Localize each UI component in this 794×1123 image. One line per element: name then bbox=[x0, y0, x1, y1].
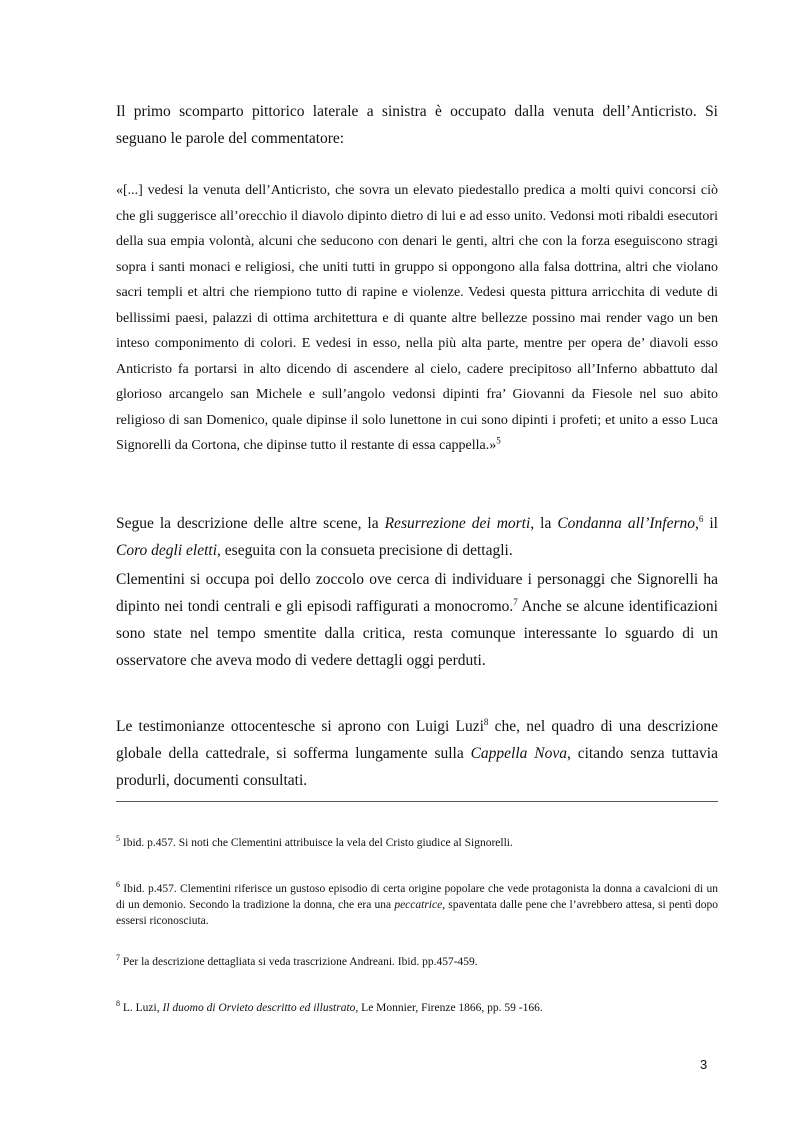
footnote-7: $^7$ Per la descrizione dettagliata si veda trascrizione Andreani. Ibid. pp.457-459. bbox=[116, 953, 478, 968]
footnote-5: $^5$ Ibid. p.457. Si noti che Clementini attribuisce la vela del Cristo giudice al Signorelli. bbox=[116, 834, 513, 849]
footnote-ref-7[interactable]: 7 bbox=[513, 596, 518, 607]
footnote-ref-6[interactable]: 6 bbox=[698, 513, 704, 524]
intro-paragraph: Il primo scomparto pittorico laterale a sinistra è occupato dalla venuta dell’Anticristo. Si seguano le parole del commentatore: bbox=[116, 103, 718, 147]
footnote-ref-8[interactable]: 8 bbox=[483, 716, 489, 727]
clementini-quote: «[...] vedesi la venuta dell’Anticristo, che sovra un elevato piedestallo predica a molti quivi concorsi ciò che gli suggerisce all’orecchio il diavolo dipinto dietro di lui e ad esso unito. Vedonsi moti ribaldi esecutori della sua empia volontà, alcuni che seducono con denari le genti, altri che con la forza eseguiscono stragi sopra i santi monaci e religiosi, che uniti tutti in gruppo si oppongono alla falsa dottrina, altri che violano sacri templi et altri che riempiono tutto di rapine e violenze. Vedesi questa pittura arricchita di vedute di bellissimi paesi, palazzi di ottima architettura e di quante altre bellezze possino mai render vago un ben inteso componimento di colori. E vedesi in esso, nella più alta parte, mentre per opera de’ diavoli esso Anticristo fa portarsi in alto dicendo di ascendere al cielo, cadere precipitoso all’Inferno abbattuto dal glorioso arcangelo san Michele e sull’angolo vedonsi dipinti fra’ Giovanni da Fiesole nel suo abito religioso di san Domenico, quale dipinse il solo lunettone in cui sono dipinti i profeti; et unito a esso Luca Signorelli da Cortona, che dipinse tutto il restante di essa cappella.»$^5$ bbox=[116, 183, 718, 453]
luzi-paragraph: Le testimonianze ottocentesche si aprono con Luigi Luzi$^8$ che, nel quadro di una descrizione globale della cattedrale, si sofferma lungamente sulla Cappella Nova, citando senza tuttavia produrli, documenti consultati. bbox=[116, 716, 718, 789]
segue-paragraph: Segue la descrizione delle altre scene, la Resurrezione dei morti, la Condanna all’Inferno,$^6$ il Coro degli eletti, eseguita con la consueta precisione di dettagli. bbox=[116, 513, 718, 559]
page-number: 3 bbox=[700, 1057, 708, 1072]
footnote-ref-5[interactable]: 5 bbox=[496, 435, 501, 446]
footnote-6: $^6$ Ibid. p.457. Clementini riferisce un gustoso episodio di certa origine popolare che vede protagonista la donna a cavalcioni di un di un demonio. Secondo la tradizione la donna, che era una peccatrice, spaventata dalle pene che l’avrebbero attesa, si pentì dopo essersi riconosciuta. bbox=[116, 880, 718, 927]
clementini-paragraph: Clementini si occupa poi dello zoccolo ove cerca di individuare i personaggi che Signorelli ha dipinto nei tondi centrali e gli episodi raffigurati a monocromo.$^7$ Anche se alcune identificazioni sono state nel tempo smentite dalla critica, resta comunque interessante lo sguardo di un osservatore che aveva modo di vedere dettagli oggi perduti. bbox=[116, 571, 718, 669]
footnote-8: $^8$ L. Luzi, Il duomo di Orvieto descritto ed illustrato, Le Monnier, Firenze 1866, pp. 59 -166. bbox=[116, 999, 543, 1014]
footnote-separator bbox=[116, 801, 718, 802]
